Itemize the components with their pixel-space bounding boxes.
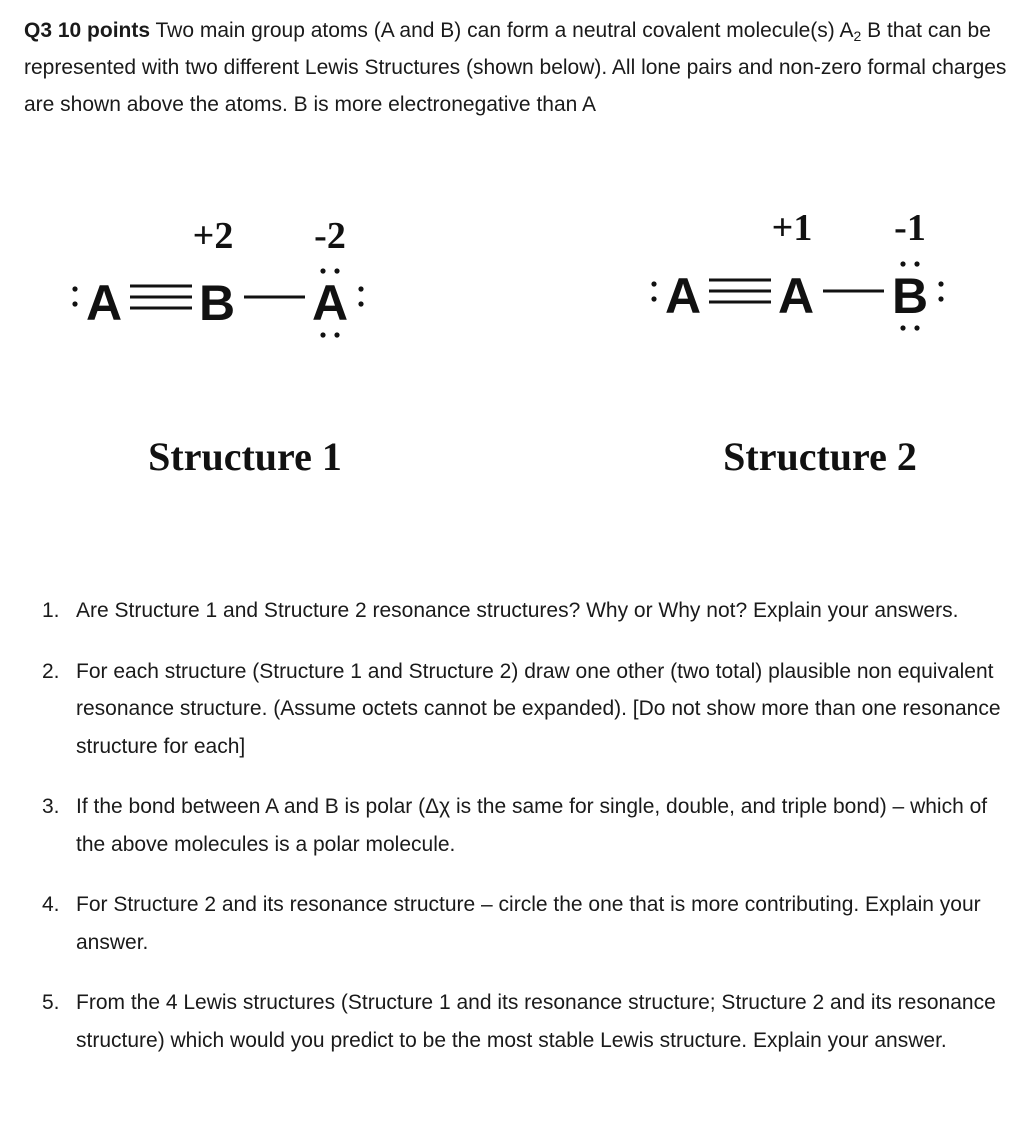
structure-2-caption: Structure 2 bbox=[723, 434, 917, 479]
question-text: For Structure 2 and its resonance structure – circle the one that is more contributing. Explain your answer. bbox=[76, 893, 981, 954]
formal-charge-a-terminal: -2 bbox=[314, 215, 346, 257]
formula-subscript: 2 bbox=[853, 28, 862, 44]
atom-a-center: A bbox=[777, 268, 815, 324]
intro-text-2: B that can be represented with two different Lewis Structures (shown below). All lone pairs and non-zero formal charges are shown above the atoms. B is more electronegative than A bbox=[24, 19, 1007, 116]
structure-1-caption: Structure 1 bbox=[148, 434, 342, 479]
question-number: 4. bbox=[42, 893, 60, 916]
formal-charge-b: -1 bbox=[894, 207, 926, 249]
question-text: From the 4 Lewis structures (Structure 1 and its resonance structure; Structure 2 and its resonance structure) which would you predict to be the most stable Lewis structure. Explain your answer. bbox=[76, 991, 996, 1052]
list-item bbox=[0, 592, 1024, 630]
atom-a-left: A bbox=[664, 268, 702, 324]
lone-pair-dots bbox=[651, 281, 656, 301]
question-number: 2. bbox=[42, 659, 60, 683]
structure-1 bbox=[72, 215, 363, 479]
question-intro bbox=[24, 12, 1014, 123]
list-item bbox=[0, 984, 1024, 1059]
question-text: If the bond between A and B is polar (Δχ is the same for single, double, and triple bond) – which of the above molecules is a polar molecule. bbox=[76, 795, 988, 856]
atom-b-right: B bbox=[891, 268, 929, 324]
question-number: 1. bbox=[42, 599, 60, 622]
question-list bbox=[0, 592, 1024, 1082]
question-text: For each structure (Structure 1 and Structure 2) draw one other (two total) plausible non equivalent resonance structure. (Assume octets cannot be expanded). [Do not show more than one resonance structure for each] bbox=[76, 659, 1001, 758]
list-item bbox=[0, 788, 1024, 863]
question-label: Q3 10 points bbox=[24, 19, 151, 42]
atom-a-left: A bbox=[85, 275, 123, 331]
lone-pair-dots bbox=[72, 286, 77, 306]
triple-bond bbox=[130, 286, 192, 308]
triple-bond bbox=[709, 280, 771, 302]
formal-charge-b: +2 bbox=[192, 215, 234, 257]
intro-text-1: Two main group atoms (A and B) can form a neutral covalent molecule(s) A bbox=[150, 19, 854, 42]
atom-b-center: B bbox=[198, 275, 236, 331]
question-text: Are Structure 1 and Structure 2 resonance structures? Why or Why not? Explain your answers. bbox=[76, 599, 959, 622]
lewis-structures-figure bbox=[0, 190, 1024, 500]
question-number: 5. bbox=[42, 991, 60, 1014]
structure-2 bbox=[651, 207, 943, 479]
question-number: 3. bbox=[42, 795, 60, 818]
formal-charge-a-center: +1 bbox=[771, 207, 813, 249]
list-item bbox=[0, 653, 1024, 766]
atom-a-right: A bbox=[311, 275, 349, 331]
list-item bbox=[0, 886, 1024, 961]
